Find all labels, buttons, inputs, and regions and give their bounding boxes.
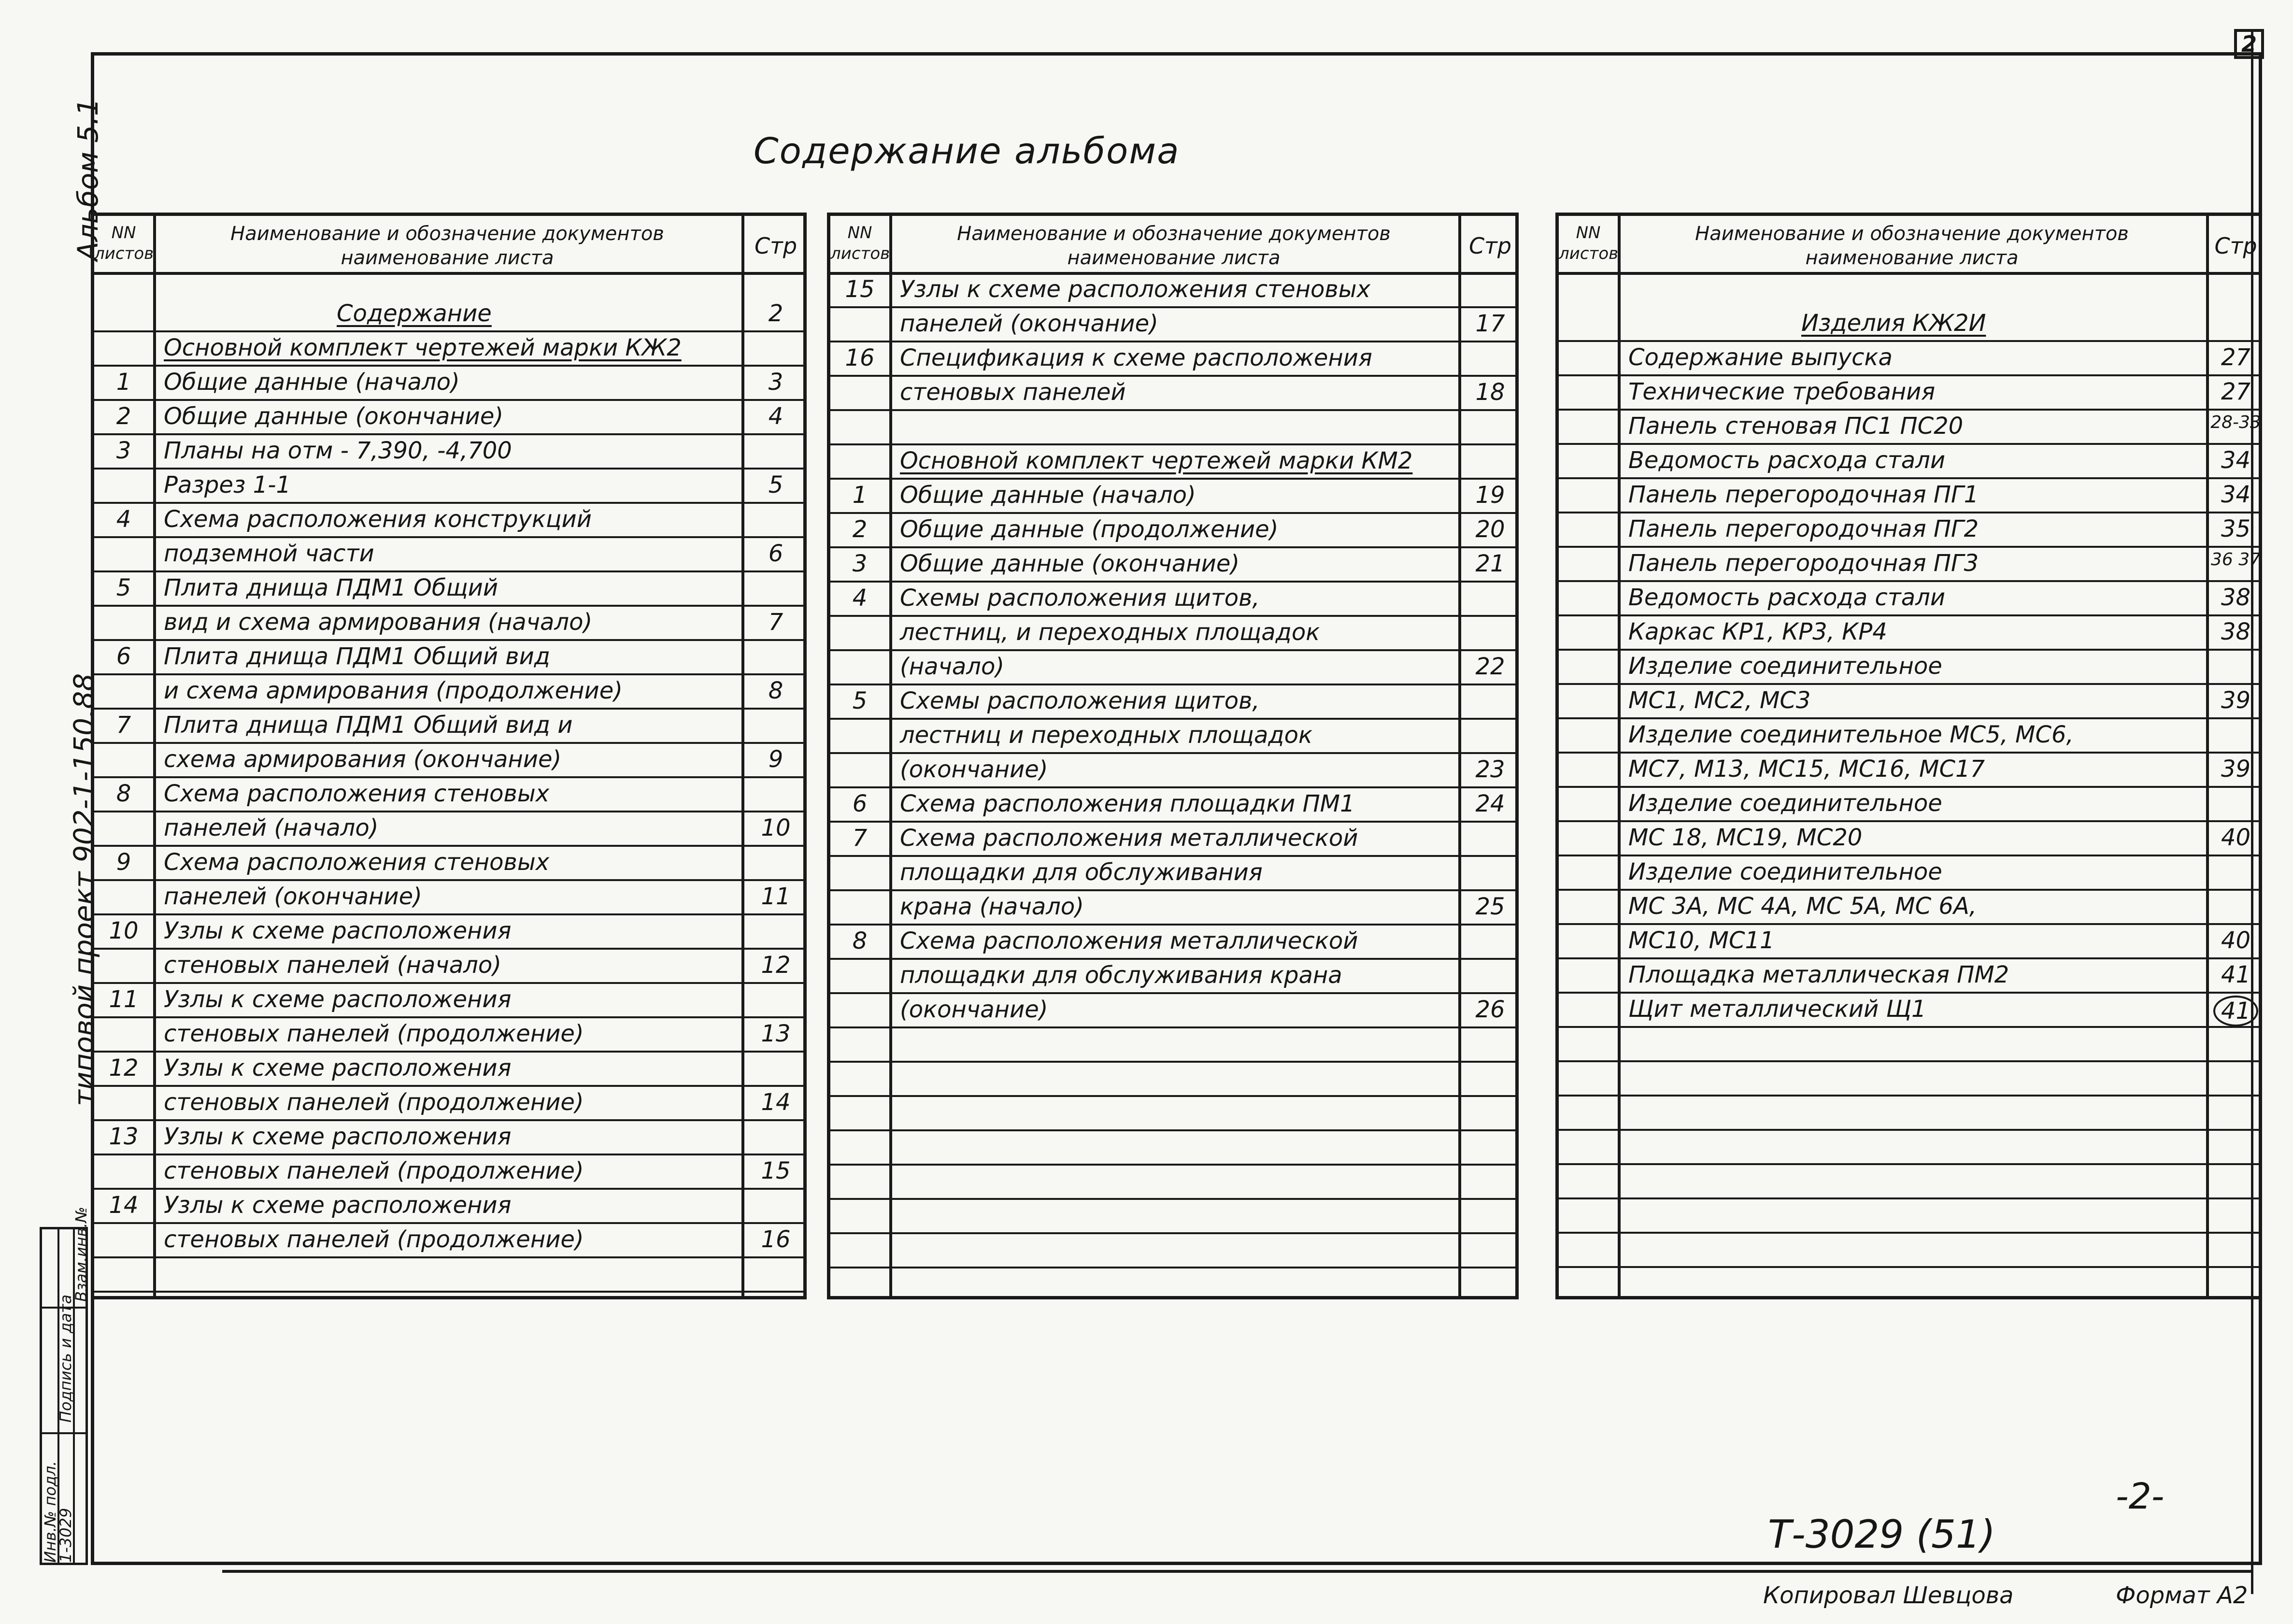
row-page: 5 (768, 471, 783, 499)
row-divider (94, 811, 803, 812)
row-number: 1 (116, 369, 131, 396)
row-number: 15 (845, 276, 875, 303)
row-title: Панель перегородочная ПГ2 (1628, 515, 1979, 542)
row-title: Узлы к схеме расположения (164, 1123, 512, 1150)
row-title: Узлы к схеме расположения (164, 1054, 512, 1082)
row-divider (1559, 957, 2259, 959)
row-title: МС7, М13, МС15, МС16, МС17 (1628, 755, 1985, 783)
row-page: 27 (2221, 378, 2251, 405)
row-divider (1559, 923, 2259, 925)
row-divider (830, 1267, 1515, 1268)
row-page: 9 (768, 746, 783, 773)
row-title: МС 3А, МС 4А, МС 5А, МС 6А, (1628, 893, 1977, 920)
row-page: 35 (2221, 515, 2251, 542)
row-page: 8 (768, 677, 783, 704)
row-number: 12 (109, 1054, 139, 1082)
row-title: Планы на отм - 7,390, -4,700 (164, 437, 512, 464)
row-divider (1559, 855, 2259, 856)
col-header-num: NN листов (1559, 223, 1619, 263)
row-divider (830, 649, 1515, 651)
row-title: крана (начало) (900, 893, 1084, 920)
row-title: схема армирования (окончание) (164, 746, 562, 773)
row-page: 20 (1475, 516, 1505, 543)
row-divider (94, 948, 803, 950)
row-title: Каркас КР1, КР3, КР4 (1628, 618, 1887, 645)
row-divider (1559, 1266, 2259, 1268)
row-divider (830, 615, 1515, 617)
row-title: Схемы расположения щитов, (900, 687, 1260, 714)
row-title: Содержание (337, 300, 492, 327)
row-title: Общие данные (окончание) (164, 403, 504, 430)
row-title: Панель перегородочная ПГ3 (1628, 550, 1979, 577)
row-divider (94, 502, 803, 504)
row-title: Плита днища ПДМ1 Общий вид (164, 643, 550, 670)
row-divider (94, 365, 803, 367)
row-divider (830, 821, 1515, 823)
row-number: 1 (852, 482, 868, 509)
row-title: Панель стеновая ПС1 ПС20 (1628, 413, 1964, 440)
row-page: 19 (1475, 482, 1505, 509)
row-divider (1559, 992, 2259, 994)
row-title: (окончание) (900, 996, 1048, 1023)
row-divider (830, 1129, 1515, 1131)
row-divider (94, 879, 803, 881)
page-mark: -2- (2116, 1476, 2165, 1517)
row-title: стеновых панелей (начало) (164, 952, 501, 979)
row-number: 2 (852, 516, 868, 543)
row-title: панелей (окончание) (164, 883, 422, 910)
row-divider (94, 1119, 803, 1121)
row-divider (830, 375, 1515, 377)
row-title: Узлы к схеме расположения стеновых (900, 276, 1370, 303)
stamp-replace-label: Взам.инв.№ (72, 1207, 90, 1302)
row-number: 4 (116, 506, 131, 533)
row-divider (94, 639, 803, 641)
row-divider (1559, 1026, 2259, 1028)
row-title: панелей (начало) (164, 814, 379, 841)
col-header-name-line1: Наименование и обозначение документов (1695, 223, 2129, 245)
row-title: Щит металлический Щ1 (1628, 996, 1926, 1023)
row-page (2206, 996, 2265, 1026)
row-divider (1559, 717, 2259, 719)
row-divider (94, 673, 803, 675)
row-title: МС1, МС2, МС3 (1628, 687, 1811, 714)
col-header-name-line2: наименование листа (1067, 247, 1281, 269)
circled-page-number: 41 (2213, 996, 2258, 1026)
row-title: Схемы расположения щитов, (900, 584, 1260, 612)
row-divider (94, 570, 803, 572)
row-title: Схема расположения стеновых (164, 849, 550, 876)
col-header-num: NN листов (94, 223, 154, 263)
row-number: 10 (109, 917, 139, 944)
row-divider (1559, 546, 2259, 548)
row-number: 5 (852, 687, 868, 714)
row-divider (94, 982, 803, 984)
row-divider (830, 512, 1515, 514)
row-divider (830, 409, 1515, 411)
row-divider (1559, 820, 2259, 822)
col-header-page: Стр (2214, 233, 2257, 259)
row-divider (1559, 580, 2259, 582)
row-title: Общие данные (продолжение) (900, 516, 1279, 543)
col-header-name-line1: Наименование и обозначение документов (957, 223, 1391, 245)
row-divider (830, 855, 1515, 857)
row-divider (1559, 512, 2259, 513)
row-page: 17 (1475, 310, 1505, 337)
row-title: лестниц, и переходных площадок (900, 619, 1320, 646)
row-divider (830, 718, 1515, 720)
header-divider (1559, 272, 2259, 275)
row-divider (94, 845, 803, 847)
row-number: 3 (852, 550, 868, 577)
row-title: Разрез 1-1 (164, 471, 291, 499)
row-divider (830, 992, 1515, 994)
row-divider (830, 1026, 1515, 1028)
contents-table-right (1555, 213, 2262, 1299)
row-title: вид и схема армирования (начало) (164, 609, 593, 636)
row-divider (94, 1051, 803, 1053)
row-divider (1559, 1095, 2259, 1097)
row-divider (1559, 409, 2259, 411)
row-divider (830, 684, 1515, 685)
document-code: Т-3029 (51) (1768, 1512, 1995, 1557)
row-divider (830, 924, 1515, 926)
col-header-name (153, 222, 741, 270)
row-title: Узлы к схеме расположения (164, 1192, 512, 1219)
row-title: Схема расположения металлической (900, 927, 1358, 954)
row-title: Общие данные (окончание) (900, 550, 1240, 577)
row-page: 21 (1475, 550, 1505, 577)
row-divider (830, 889, 1515, 891)
row-title: Спецификация к схеме расположения (900, 344, 1372, 371)
row-divider (94, 742, 803, 744)
contents-table-left (91, 213, 807, 1299)
row-divider (1559, 614, 2259, 616)
row-page: 39 (2221, 687, 2251, 714)
row-divider (1559, 1197, 2259, 1199)
row-divider (830, 546, 1515, 548)
row-divider (94, 399, 803, 401)
row-page: 13 (761, 1020, 791, 1047)
row-divider (830, 1198, 1515, 1200)
row-page: 38 (2221, 584, 2251, 611)
row-divider (830, 443, 1515, 445)
row-divider (94, 708, 803, 710)
row-divider (94, 1085, 803, 1087)
row-title: Ведомость расхода стали (1628, 584, 1946, 611)
row-page: 22 (1475, 653, 1505, 680)
row-divider (94, 1222, 803, 1224)
row-number: 7 (852, 825, 868, 852)
stamp-signature-label: Подпись и дата (57, 1294, 75, 1423)
title-block-line (222, 1570, 2251, 1573)
row-title: Узлы к схеме расположения (164, 986, 512, 1013)
row-title: Ведомость расхода стали (1628, 447, 1946, 474)
row-title: Основной комплект чертежей марки КЖ2 (164, 334, 682, 361)
row-title: стеновых панелей (900, 379, 1126, 406)
row-divider (830, 581, 1515, 583)
row-number: 14 (109, 1192, 139, 1219)
row-divider (830, 786, 1515, 788)
row-divider (830, 1061, 1515, 1063)
row-divider (94, 913, 803, 915)
row-number: 9 (116, 849, 131, 876)
col-header-name-line2: наименование листа (341, 247, 554, 269)
row-title: Изделия КЖ2И (1801, 310, 1986, 337)
row-divider (1559, 477, 2259, 479)
row-divider (1559, 683, 2259, 685)
row-page: 14 (761, 1089, 791, 1116)
approval-stamp (40, 1207, 90, 1565)
row-title: стеновых панелей (продолжение) (164, 1089, 584, 1116)
row-number: 2 (116, 403, 131, 430)
row-divider (94, 536, 803, 538)
col-header-name-line2: наименование листа (1805, 247, 2019, 269)
row-page: 24 (1475, 790, 1505, 817)
row-title: (начало) (900, 653, 1005, 680)
row-title: Схема расположения площадки ПМ1 (900, 790, 1355, 817)
row-title: площадки для обслуживания крана (900, 962, 1342, 989)
row-divider (94, 330, 803, 332)
row-divider (1559, 752, 2259, 754)
row-page: 34 (2221, 447, 2251, 474)
row-divider (1559, 443, 2259, 445)
project-label: типовой проект 902-1-150.88 (68, 673, 100, 1106)
col-header-name (1618, 222, 2206, 270)
row-divider (94, 1256, 803, 1258)
row-title: Схема расположения стеновых (164, 780, 550, 807)
row-page: 40 (2221, 927, 2251, 954)
row-number: 5 (116, 574, 131, 601)
row-title: Содержание выпуска (1628, 344, 1893, 371)
page-title: Содержание альбома (754, 130, 1180, 172)
stamp-divider (42, 1432, 85, 1434)
row-divider (94, 1154, 803, 1155)
row-divider (94, 433, 803, 435)
row-number: 8 (852, 927, 868, 954)
row-title: Изделие соединительное (1628, 858, 1942, 885)
row-number: 7 (116, 712, 131, 739)
stamp-inv-value: 1-3029 (57, 1508, 75, 1563)
row-divider (94, 776, 803, 778)
row-title: Основной комплект чертежей марки КМ2 (900, 447, 1413, 474)
row-number: 4 (852, 584, 868, 612)
row-number: 16 (845, 344, 875, 371)
row-page: 18 (1475, 379, 1505, 406)
row-title: Изделие соединительное (1628, 653, 1942, 680)
row-title: Схема расположения металлической (900, 825, 1358, 852)
row-page: 6 (768, 540, 783, 567)
row-divider (830, 1164, 1515, 1166)
row-title: стеновых панелей (продолжение) (164, 1226, 584, 1253)
row-divider (1559, 1232, 2259, 1234)
row-page: 27 (2221, 344, 2251, 371)
row-divider (94, 1291, 803, 1293)
row-page: 15 (761, 1157, 791, 1184)
row-page: 41 (2221, 961, 2251, 988)
row-page: 12 (761, 952, 791, 979)
col-header-name (889, 222, 1458, 270)
row-title: Технические требования (1628, 378, 1936, 405)
row-page: 40 (2221, 824, 2251, 851)
row-title: (окончание) (900, 756, 1048, 783)
row-divider (94, 468, 803, 470)
row-title: Изделие соединительное МС5, МС6, (1628, 721, 2074, 748)
row-page: 4 (768, 403, 783, 430)
column-divider (153, 216, 156, 1296)
row-page: 28-33 (2210, 413, 2261, 432)
row-title: Плита днища ПДМ1 Общий (164, 574, 498, 601)
row-number: 6 (116, 643, 131, 670)
row-title: лестниц и переходных площадок (900, 722, 1312, 749)
row-page: 25 (1475, 893, 1505, 920)
row-title: Изделие соединительное (1628, 790, 1942, 817)
row-page: 36 37 (2210, 550, 2261, 570)
row-divider (1559, 889, 2259, 891)
col-header-page: Стр (1468, 233, 1512, 259)
row-title: Плита днища ПДМ1 Общий вид и (164, 712, 573, 739)
row-divider (94, 605, 803, 607)
copied-by: Копировал Шевцова (1763, 1582, 2014, 1609)
row-divider (94, 1016, 803, 1018)
row-divider (1559, 649, 2259, 651)
row-page: 38 (2221, 618, 2251, 645)
col-header-num: NN листов (830, 223, 890, 263)
row-title: подземной части (164, 540, 374, 567)
row-title: МС10, МС11 (1628, 927, 1775, 954)
row-divider (830, 1095, 1515, 1097)
row-title: Площадка металлическая ПМ2 (1628, 961, 2009, 988)
col-header-name-line1: Наименование и обозначение документов (230, 223, 664, 245)
row-page: 16 (761, 1226, 791, 1253)
column-divider (1618, 216, 1621, 1296)
row-divider (1559, 786, 2259, 788)
row-page: 34 (2221, 481, 2251, 508)
row-title: стеновых панелей (продолжение) (164, 1020, 584, 1047)
row-number: 3 (116, 437, 131, 464)
row-page: 2 (768, 300, 783, 327)
row-title: Общие данные (начало) (900, 482, 1196, 509)
sheet-number: 2 (2234, 29, 2264, 59)
row-title: и схема армирования (продолжение) (164, 677, 623, 704)
row-divider (830, 958, 1515, 960)
row-page: 10 (761, 814, 791, 841)
column-divider (889, 216, 892, 1296)
row-page: 26 (1475, 996, 1505, 1023)
row-title: панелей (окончание) (900, 310, 1158, 337)
header-divider (830, 272, 1515, 275)
sheet-format: Формат А2 (2116, 1582, 2248, 1609)
row-number: 6 (852, 790, 868, 817)
row-title: стеновых панелей (продолжение) (164, 1157, 584, 1184)
stamp-inv-label: Инв.№ подл. (41, 1461, 59, 1563)
row-divider (94, 1188, 803, 1190)
row-divider (830, 341, 1515, 342)
row-divider (830, 306, 1515, 308)
row-divider (1559, 340, 2259, 342)
header-divider (94, 272, 803, 275)
row-divider (830, 1232, 1515, 1234)
row-number: 8 (116, 780, 131, 807)
row-divider (1559, 374, 2259, 376)
row-title: Общие данные (начало) (164, 369, 460, 396)
row-page: 39 (2221, 755, 2251, 783)
row-page: 11 (761, 883, 791, 910)
row-divider (1559, 1163, 2259, 1165)
row-title: Панель перегородочная ПГ1 (1628, 481, 1979, 508)
row-divider (1559, 1129, 2259, 1131)
row-title: Узлы к схеме расположения (164, 917, 512, 944)
row-title: Схема расположения конструкций (164, 506, 592, 533)
row-number: 13 (109, 1123, 139, 1150)
row-divider (830, 478, 1515, 480)
row-page: 7 (768, 609, 783, 636)
row-page: 23 (1475, 756, 1505, 783)
row-divider (830, 752, 1515, 754)
row-title: площадки для обслуживания (900, 859, 1263, 886)
row-title: МС 18, МС19, МС20 (1628, 824, 1863, 851)
col-header-page: Стр (754, 233, 798, 259)
row-page: 3 (768, 369, 783, 396)
row-number: 11 (109, 986, 139, 1013)
row-divider (1559, 1060, 2259, 1062)
contents-table-middle (827, 213, 1519, 1299)
album-label: Альбом 5.1 (71, 98, 104, 261)
